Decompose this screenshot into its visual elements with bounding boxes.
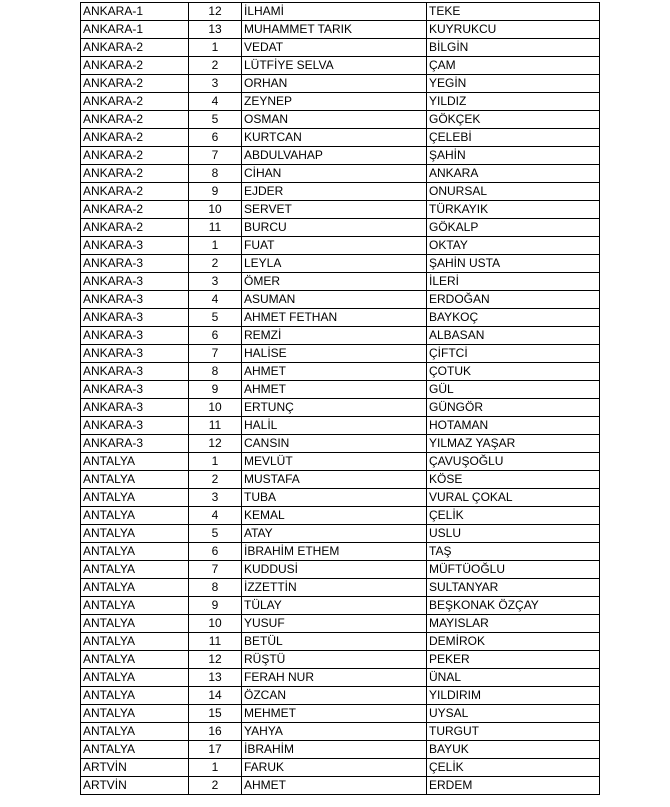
first-name-cell: MEHMET xyxy=(242,705,427,723)
table-row xyxy=(81,417,600,435)
last-name-cell: DEMİROK xyxy=(427,633,600,651)
province-cell: ANKARA-3 xyxy=(81,309,189,327)
first-name-cell: KUDDUSİ xyxy=(242,561,427,579)
first-name-cell: LÜTFİYE SELVA xyxy=(242,57,427,75)
rank-cell: 2 xyxy=(189,777,242,795)
first-name-cell: ÖMER xyxy=(242,273,427,291)
table-row xyxy=(81,363,600,381)
first-name-cell: MUSTAFA xyxy=(242,471,427,489)
last-name-cell: YILDIZ xyxy=(427,93,600,111)
table-row xyxy=(81,561,600,579)
table-row xyxy=(81,435,600,453)
last-name-cell: MAYISLAR xyxy=(427,615,600,633)
first-name-cell: ÖZCAN xyxy=(242,687,427,705)
rank-cell: 6 xyxy=(189,543,242,561)
rank-cell: 7 xyxy=(189,561,242,579)
rank-cell: 8 xyxy=(189,579,242,597)
province-cell: ANKARA-3 xyxy=(81,381,189,399)
rank-cell: 4 xyxy=(189,291,242,309)
candidate-list-table xyxy=(80,2,600,795)
province-cell: ANKARA-3 xyxy=(81,435,189,453)
rank-cell: 2 xyxy=(189,57,242,75)
table-row xyxy=(81,255,600,273)
province-cell: ANTALYA xyxy=(81,453,189,471)
first-name-cell: ASUMAN xyxy=(242,291,427,309)
last-name-cell: BAYKOÇ xyxy=(427,309,600,327)
rank-cell: 12 xyxy=(189,651,242,669)
province-cell: ANKARA-2 xyxy=(81,39,189,57)
province-cell: ANTALYA xyxy=(81,597,189,615)
table-row xyxy=(81,381,600,399)
table-row xyxy=(81,75,600,93)
rank-cell: 4 xyxy=(189,507,242,525)
first-name-cell: İLHAMİ xyxy=(242,3,427,21)
table-row xyxy=(81,183,600,201)
last-name-cell: PEKER xyxy=(427,651,600,669)
rank-cell: 3 xyxy=(189,75,242,93)
province-cell: ANKARA-3 xyxy=(81,345,189,363)
table-row xyxy=(81,687,600,705)
last-name-cell: BEŞKONAK ÖZÇAY xyxy=(427,597,600,615)
table-row xyxy=(81,633,600,651)
table-row xyxy=(81,453,600,471)
last-name-cell: ÇELEBİ xyxy=(427,129,600,147)
last-name-cell: ERDOĞAN xyxy=(427,291,600,309)
rank-cell: 1 xyxy=(189,453,242,471)
province-cell: ANTALYA xyxy=(81,651,189,669)
province-cell: ANKARA-2 xyxy=(81,129,189,147)
rank-cell: 15 xyxy=(189,705,242,723)
last-name-cell: TURGUT xyxy=(427,723,600,741)
first-name-cell: FERAH NUR xyxy=(242,669,427,687)
rank-cell: 2 xyxy=(189,255,242,273)
province-cell: ANTALYA xyxy=(81,669,189,687)
first-name-cell: İBRAHİM ETHEM xyxy=(242,543,427,561)
table-row xyxy=(81,651,600,669)
rank-cell: 11 xyxy=(189,633,242,651)
table-row xyxy=(81,507,600,525)
table-row xyxy=(81,525,600,543)
last-name-cell: ÇAM xyxy=(427,57,600,75)
province-cell: ANKARA-3 xyxy=(81,255,189,273)
province-cell: ARTVİN xyxy=(81,777,189,795)
last-name-cell: UYSAL xyxy=(427,705,600,723)
first-name-cell: AHMET FETHAN xyxy=(242,309,427,327)
table-row xyxy=(81,219,600,237)
rank-cell: 9 xyxy=(189,183,242,201)
province-cell: ANTALYA xyxy=(81,579,189,597)
province-cell: ANTALYA xyxy=(81,615,189,633)
last-name-cell: YEGİN xyxy=(427,75,600,93)
last-name-cell: ÜNAL xyxy=(427,669,600,687)
province-cell: ANTALYA xyxy=(81,489,189,507)
last-name-cell: ONURSAL xyxy=(427,183,600,201)
table-row xyxy=(81,777,600,795)
province-cell: ANKARA-2 xyxy=(81,183,189,201)
last-name-cell: ALBASAN xyxy=(427,327,600,345)
province-cell: ANKARA-3 xyxy=(81,273,189,291)
table-row xyxy=(81,165,600,183)
table-row xyxy=(81,399,600,417)
last-name-cell: YILMAZ YAŞAR xyxy=(427,435,600,453)
province-cell: ANKARA-2 xyxy=(81,57,189,75)
candidate-list-body xyxy=(81,3,600,795)
first-name-cell: YUSUF xyxy=(242,615,427,633)
rank-cell: 3 xyxy=(189,489,242,507)
last-name-cell: VURAL ÇOKAL xyxy=(427,489,600,507)
rank-cell: 12 xyxy=(189,3,242,21)
first-name-cell: LEYLA xyxy=(242,255,427,273)
province-cell: ANTALYA xyxy=(81,705,189,723)
rank-cell: 7 xyxy=(189,345,242,363)
last-name-cell: OKTAY xyxy=(427,237,600,255)
rank-cell: 9 xyxy=(189,597,242,615)
first-name-cell: KEMAL xyxy=(242,507,427,525)
rank-cell: 8 xyxy=(189,165,242,183)
table-row xyxy=(81,471,600,489)
first-name-cell: AHMET xyxy=(242,777,427,795)
rank-cell: 8 xyxy=(189,363,242,381)
rank-cell: 16 xyxy=(189,723,242,741)
rank-cell: 2 xyxy=(189,471,242,489)
first-name-cell: ATAY xyxy=(242,525,427,543)
table-row xyxy=(81,111,600,129)
table-row xyxy=(81,129,600,147)
province-cell: ANKARA-2 xyxy=(81,93,189,111)
last-name-cell: USLU xyxy=(427,525,600,543)
last-name-cell: BİLGİN xyxy=(427,39,600,57)
last-name-cell: BAYUK xyxy=(427,741,600,759)
table-row xyxy=(81,237,600,255)
last-name-cell: ŞAHİN USTA xyxy=(427,255,600,273)
table-row xyxy=(81,597,600,615)
rank-cell: 11 xyxy=(189,219,242,237)
table-row xyxy=(81,21,600,39)
table-row xyxy=(81,489,600,507)
table-row xyxy=(81,579,600,597)
rank-cell: 12 xyxy=(189,435,242,453)
table-row xyxy=(81,723,600,741)
last-name-cell: GÖKALP xyxy=(427,219,600,237)
last-name-cell: ÇOTUK xyxy=(427,363,600,381)
first-name-cell: KURTCAN xyxy=(242,129,427,147)
province-cell: ANKARA-1 xyxy=(81,21,189,39)
table-row xyxy=(81,201,600,219)
province-cell: ANKARA-2 xyxy=(81,165,189,183)
first-name-cell: CANSIN xyxy=(242,435,427,453)
first-name-cell: ORHAN xyxy=(242,75,427,93)
rank-cell: 4 xyxy=(189,93,242,111)
table-row xyxy=(81,669,600,687)
rank-cell: 5 xyxy=(189,111,242,129)
province-cell: ANKARA-2 xyxy=(81,111,189,129)
last-name-cell: KÖSE xyxy=(427,471,600,489)
province-cell: ANTALYA xyxy=(81,633,189,651)
first-name-cell: İBRAHİM xyxy=(242,741,427,759)
rank-cell: 6 xyxy=(189,327,242,345)
last-name-cell: KUYRUKCU xyxy=(427,21,600,39)
last-name-cell: YILDIRIM xyxy=(427,687,600,705)
last-name-cell: ÇELİK xyxy=(427,507,600,525)
last-name-cell: ERDEM xyxy=(427,777,600,795)
last-name-cell: ÇİFTCİ xyxy=(427,345,600,363)
province-cell: ANKARA-3 xyxy=(81,363,189,381)
rank-cell: 1 xyxy=(189,39,242,57)
rank-cell: 5 xyxy=(189,309,242,327)
rank-cell: 3 xyxy=(189,273,242,291)
table-row xyxy=(81,741,600,759)
table-row xyxy=(81,543,600,561)
province-cell: ANKARA-1 xyxy=(81,3,189,21)
table-row xyxy=(81,309,600,327)
last-name-cell: TÜRKAYIK xyxy=(427,201,600,219)
first-name-cell: CİHAN xyxy=(242,165,427,183)
last-name-cell: GÜNGÖR xyxy=(427,399,600,417)
rank-cell: 7 xyxy=(189,147,242,165)
province-cell: ANKARA-3 xyxy=(81,417,189,435)
last-name-cell: TAŞ xyxy=(427,543,600,561)
table-row xyxy=(81,705,600,723)
province-cell: ANKARA-2 xyxy=(81,75,189,93)
first-name-cell: AHMET xyxy=(242,363,427,381)
table-row xyxy=(81,39,600,57)
first-name-cell: ABDULVAHAP xyxy=(242,147,427,165)
rank-cell: 13 xyxy=(189,21,242,39)
first-name-cell: OSMAN xyxy=(242,111,427,129)
last-name-cell: ŞAHİN xyxy=(427,147,600,165)
province-cell: ANTALYA xyxy=(81,687,189,705)
last-name-cell: GÜL xyxy=(427,381,600,399)
table-row xyxy=(81,345,600,363)
rank-cell: 17 xyxy=(189,741,242,759)
first-name-cell: TÜLAY xyxy=(242,597,427,615)
table-row xyxy=(81,327,600,345)
province-cell: ANKARA-2 xyxy=(81,147,189,165)
first-name-cell: HALİL xyxy=(242,417,427,435)
first-name-cell: RÜŞTÜ xyxy=(242,651,427,669)
table-row xyxy=(81,273,600,291)
province-cell: ANTALYA xyxy=(81,471,189,489)
first-name-cell: REMZİ xyxy=(242,327,427,345)
last-name-cell: SULTANYAR xyxy=(427,579,600,597)
last-name-cell: ÇELİK xyxy=(427,759,600,777)
province-cell: ANTALYA xyxy=(81,543,189,561)
last-name-cell: ÇAVUŞOĞLU xyxy=(427,453,600,471)
first-name-cell: FARUK xyxy=(242,759,427,777)
province-cell: ANKARA-3 xyxy=(81,237,189,255)
first-name-cell: İZZETTİN xyxy=(242,579,427,597)
rank-cell: 10 xyxy=(189,201,242,219)
province-cell: ANTALYA xyxy=(81,741,189,759)
last-name-cell: GÖKÇEK xyxy=(427,111,600,129)
first-name-cell: SERVET xyxy=(242,201,427,219)
first-name-cell: BURCU xyxy=(242,219,427,237)
first-name-cell: HALİSE xyxy=(242,345,427,363)
rank-cell: 1 xyxy=(189,759,242,777)
province-cell: ARTVİN xyxy=(81,759,189,777)
first-name-cell: MUHAMMET TARIK xyxy=(242,21,427,39)
province-cell: ANTALYA xyxy=(81,525,189,543)
first-name-cell: YAHYA xyxy=(242,723,427,741)
rank-cell: 1 xyxy=(189,237,242,255)
first-name-cell: TUBA xyxy=(242,489,427,507)
rank-cell: 10 xyxy=(189,615,242,633)
first-name-cell: VEDAT xyxy=(242,39,427,57)
first-name-cell: EJDER xyxy=(242,183,427,201)
rank-cell: 14 xyxy=(189,687,242,705)
last-name-cell: MÜFTÜOĞLU xyxy=(427,561,600,579)
province-cell: ANKARA-3 xyxy=(81,399,189,417)
first-name-cell: AHMET xyxy=(242,381,427,399)
last-name-cell: HOTAMAN xyxy=(427,417,600,435)
table-row xyxy=(81,291,600,309)
province-cell: ANKARA-3 xyxy=(81,291,189,309)
province-cell: ANKARA-2 xyxy=(81,201,189,219)
rank-cell: 6 xyxy=(189,129,242,147)
first-name-cell: MEVLÜT xyxy=(242,453,427,471)
province-cell: ANKARA-3 xyxy=(81,327,189,345)
rank-cell: 11 xyxy=(189,417,242,435)
first-name-cell: FUAT xyxy=(242,237,427,255)
last-name-cell: İLERİ xyxy=(427,273,600,291)
province-cell: ANTALYA xyxy=(81,723,189,741)
last-name-cell: TEKE xyxy=(427,3,600,21)
rank-cell: 10 xyxy=(189,399,242,417)
table-row xyxy=(81,93,600,111)
province-cell: ANTALYA xyxy=(81,561,189,579)
table-row xyxy=(81,759,600,777)
rank-cell: 5 xyxy=(189,525,242,543)
first-name-cell: ZEYNEP xyxy=(242,93,427,111)
province-cell: ANKARA-2 xyxy=(81,219,189,237)
table-row xyxy=(81,3,600,21)
last-name-cell: ANKARA xyxy=(427,165,600,183)
first-name-cell: ERTUNÇ xyxy=(242,399,427,417)
rank-cell: 13 xyxy=(189,669,242,687)
province-cell: ANTALYA xyxy=(81,507,189,525)
table-row xyxy=(81,147,600,165)
table-row xyxy=(81,57,600,75)
rank-cell: 9 xyxy=(189,381,242,399)
table-row xyxy=(81,615,600,633)
first-name-cell: BETÜL xyxy=(242,633,427,651)
